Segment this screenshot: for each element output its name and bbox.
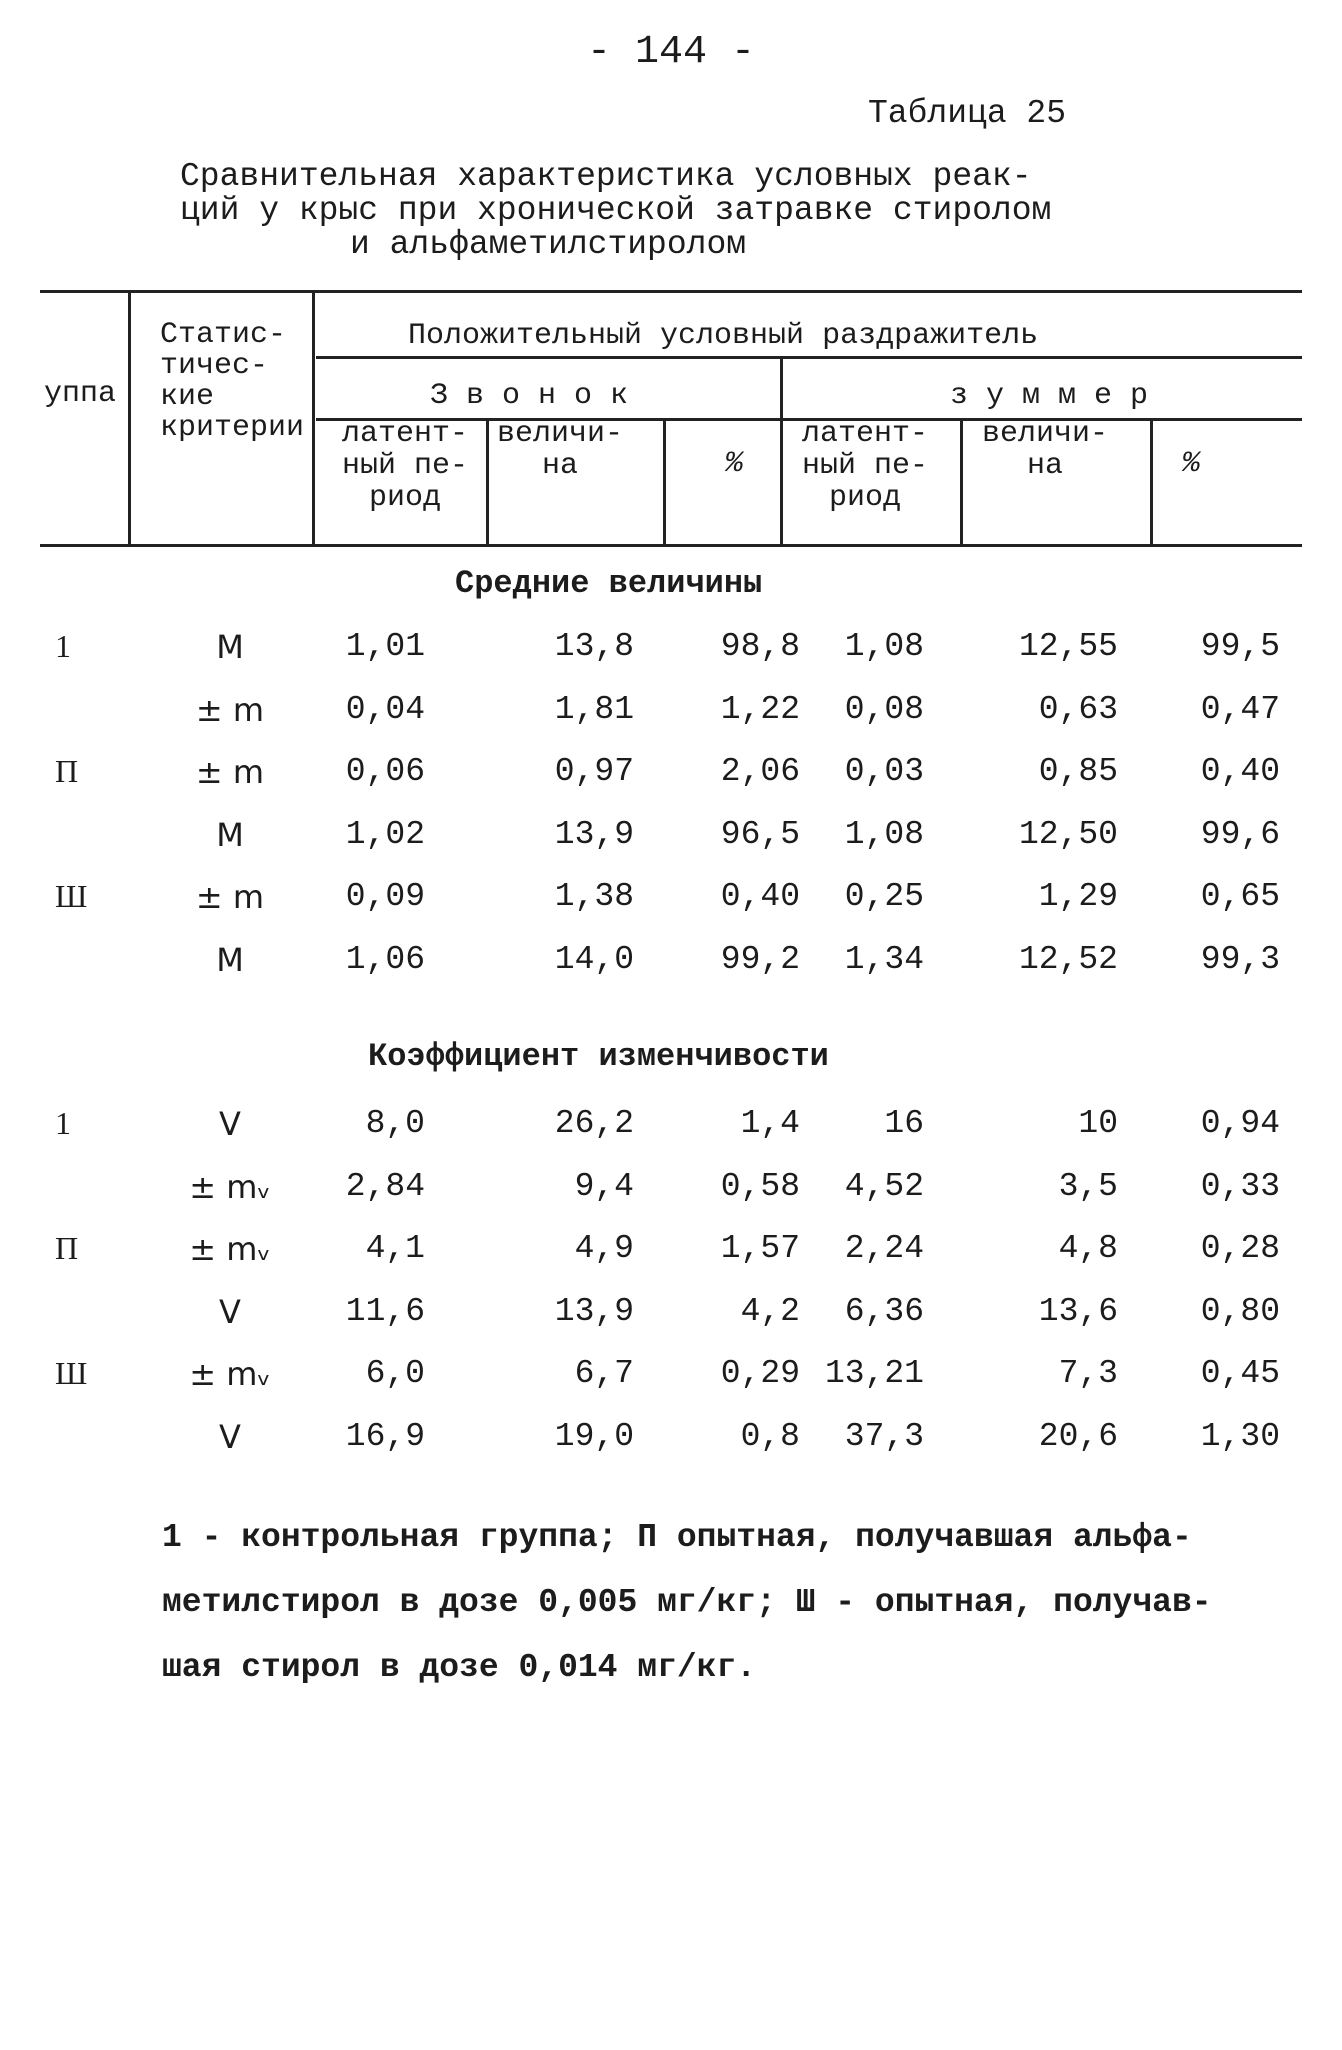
table-cell: 10	[1078, 1105, 1118, 1142]
table-cell: 0,85	[1038, 753, 1118, 790]
table-cell: 1,38	[554, 878, 634, 915]
table-cell: 16,9	[345, 1417, 425, 1455]
table-cell: 1,30	[1200, 1417, 1280, 1455]
table-cell: 0,45	[1200, 1355, 1280, 1392]
row-group-label: 1	[55, 1105, 71, 1141]
table-cell: 6,7	[574, 1355, 634, 1392]
table-cell: 99,3	[1200, 940, 1280, 978]
table-cell: 2,84	[345, 1167, 425, 1205]
row-group-label: 1	[55, 628, 71, 664]
table-cell: 98,8	[720, 628, 800, 665]
table-cell: 1,22	[720, 690, 800, 728]
table-cell: 1,4	[740, 1105, 800, 1142]
table-cell: 0,94	[1200, 1105, 1280, 1142]
column-divider	[1150, 418, 1153, 544]
section-cv-title: Коэффициент изменчивости	[368, 1038, 829, 1075]
table-caption	[180, 160, 1051, 262]
table-cell: 0,03	[844, 753, 924, 790]
table-cell: 13,8	[554, 628, 634, 665]
table-cell: 2,24	[844, 1230, 924, 1267]
header-percent: %	[1182, 447, 1201, 481]
row-group-label: П	[55, 1230, 79, 1266]
column-divider	[960, 418, 963, 544]
table-cell: 20,6	[1038, 1417, 1118, 1455]
header-latent: латент- ный пе- риод	[341, 417, 469, 515]
table-cell: 96,5	[720, 815, 800, 853]
table-cell: 2,06	[720, 753, 800, 790]
header-group: уппа	[44, 378, 117, 410]
table-cell: 37,3	[844, 1417, 924, 1455]
column-divider	[663, 418, 666, 544]
table-cell: 19,0	[554, 1417, 634, 1455]
table-cell: 99,2	[720, 940, 800, 978]
header-percent: %	[725, 447, 744, 481]
table-cell: 4,1	[365, 1230, 425, 1267]
table-cell: 14,0	[554, 940, 634, 978]
table-cell: 4,9	[574, 1230, 634, 1267]
row-group-label: Ш	[55, 1355, 88, 1391]
table-cell: 0,06	[345, 753, 425, 790]
row-criterion: ± m	[195, 878, 265, 916]
table-cell: 0,63	[1038, 690, 1118, 728]
table-cell: 0,40	[1200, 753, 1280, 790]
row-criterion: ± m	[195, 690, 265, 729]
table-cell: 1,08	[844, 628, 924, 665]
row-criterion: ± mᵥ	[189, 1167, 271, 1206]
table-cell: 0,47	[1200, 690, 1280, 728]
header-bottom-rule	[40, 544, 1302, 547]
table-cell: 3,5	[1058, 1167, 1118, 1205]
header-bell: З в о н о к	[430, 379, 629, 413]
column-divider	[128, 290, 131, 544]
footnote	[162, 1505, 1212, 1700]
table-cell: 0,08	[844, 690, 924, 728]
table-cell: 1,01	[345, 628, 425, 665]
row-criterion: V	[219, 1105, 241, 1143]
header-magnitude: величи- на	[496, 417, 624, 483]
caption-line: ций у крыс при хронической затравке стиролом	[180, 192, 1052, 229]
table-cell: 0,25	[844, 878, 924, 915]
row-criterion: ± m	[195, 753, 265, 791]
table-cell: 4,2	[740, 1292, 800, 1330]
header-magnitude: величи- на	[981, 417, 1109, 483]
table-cell: 0,65	[1200, 878, 1280, 915]
row-criterion: ± mᵥ	[189, 1230, 271, 1268]
header-criteria: Статис- тичес- кие критерии	[160, 318, 305, 444]
footnote-line: 1 - контрольная группа; П опытная, получавшая альфа-	[162, 1519, 1192, 1556]
table-cell: 1,08	[844, 815, 924, 853]
row-criterion: М	[216, 628, 244, 666]
row-criterion: V	[219, 1417, 241, 1456]
footnote-line: метилстирол в дозе 0,005 мг/кг; Ш - опытная, получав-	[162, 1584, 1212, 1621]
table-cell: 13,6	[1038, 1292, 1118, 1330]
table-cell: 99,5	[1200, 628, 1280, 665]
table-cell: 12,50	[1018, 815, 1118, 853]
table-cell: 0,09	[345, 878, 425, 915]
column-divider	[780, 356, 783, 544]
table-cell: 0,40	[720, 878, 800, 915]
row-criterion: М	[216, 815, 244, 854]
table-cell: 6,0	[365, 1355, 425, 1392]
table-label: Таблица 25	[868, 95, 1067, 132]
table-cell: 8,0	[365, 1105, 425, 1142]
table-cell: 11,6	[345, 1292, 425, 1330]
table-cell: 0,33	[1200, 1167, 1280, 1205]
table-cell: 1,29	[1038, 878, 1118, 915]
table-cell: 13,9	[554, 815, 634, 853]
table-cell: 13,21	[824, 1355, 924, 1392]
section-means-title: Средние величины	[455, 565, 763, 602]
row-group-label: П	[55, 753, 79, 789]
table-cell: 0,29	[720, 1355, 800, 1392]
table-cell: 13,9	[554, 1292, 634, 1330]
table-cell: 4,52	[844, 1167, 924, 1205]
table-cell: 1,57	[720, 1230, 800, 1267]
table-cell: 1,81	[554, 690, 634, 728]
table-cell: 99,6	[1200, 815, 1280, 853]
header-buzzer: з у м м е р	[950, 379, 1149, 413]
table-cell: 7,3	[1058, 1355, 1118, 1392]
table-cell: 0,58	[720, 1167, 800, 1205]
table-cell: 0,80	[1200, 1292, 1280, 1330]
table-cell: 9,4	[574, 1167, 634, 1205]
stimulus-rule	[316, 356, 1302, 359]
page-number: - 144 -	[586, 30, 756, 75]
table-cell: 4,8	[1058, 1230, 1118, 1267]
caption-line: и альфаметилстиролом	[350, 226, 747, 263]
table-cell: 1,06	[345, 940, 425, 978]
header-latent: латент- ный пе- риод	[801, 417, 929, 515]
header-stimulus: Положительный условный раздражитель	[408, 319, 1039, 353]
table-cell: 12,52	[1018, 940, 1118, 978]
table-cell: 26,2	[554, 1105, 634, 1142]
table-cell: 12,55	[1018, 628, 1118, 665]
table-cell: 1,02	[345, 815, 425, 853]
table-cell: 16	[884, 1105, 924, 1142]
table-cell: 0,04	[345, 690, 425, 728]
row-criterion: М	[216, 940, 244, 979]
table-cell: 6,36	[844, 1292, 924, 1330]
column-divider	[312, 290, 315, 544]
table-cell: 0,97	[554, 753, 634, 790]
table-cell: 0,8	[740, 1417, 800, 1455]
footnote-line: шая стирол в дозе 0,014 мг/кг.	[162, 1649, 757, 1686]
table-cell: 0,28	[1200, 1230, 1280, 1267]
caption-line: Сравнительная характеристика условных реак-	[180, 158, 1032, 195]
row-criterion: ± mᵥ	[189, 1355, 271, 1393]
row-group-label: Ш	[55, 878, 88, 914]
table-top-rule	[40, 290, 1302, 293]
table-cell: 1,34	[844, 940, 924, 978]
row-criterion: V	[219, 1292, 241, 1331]
column-divider	[486, 418, 489, 544]
